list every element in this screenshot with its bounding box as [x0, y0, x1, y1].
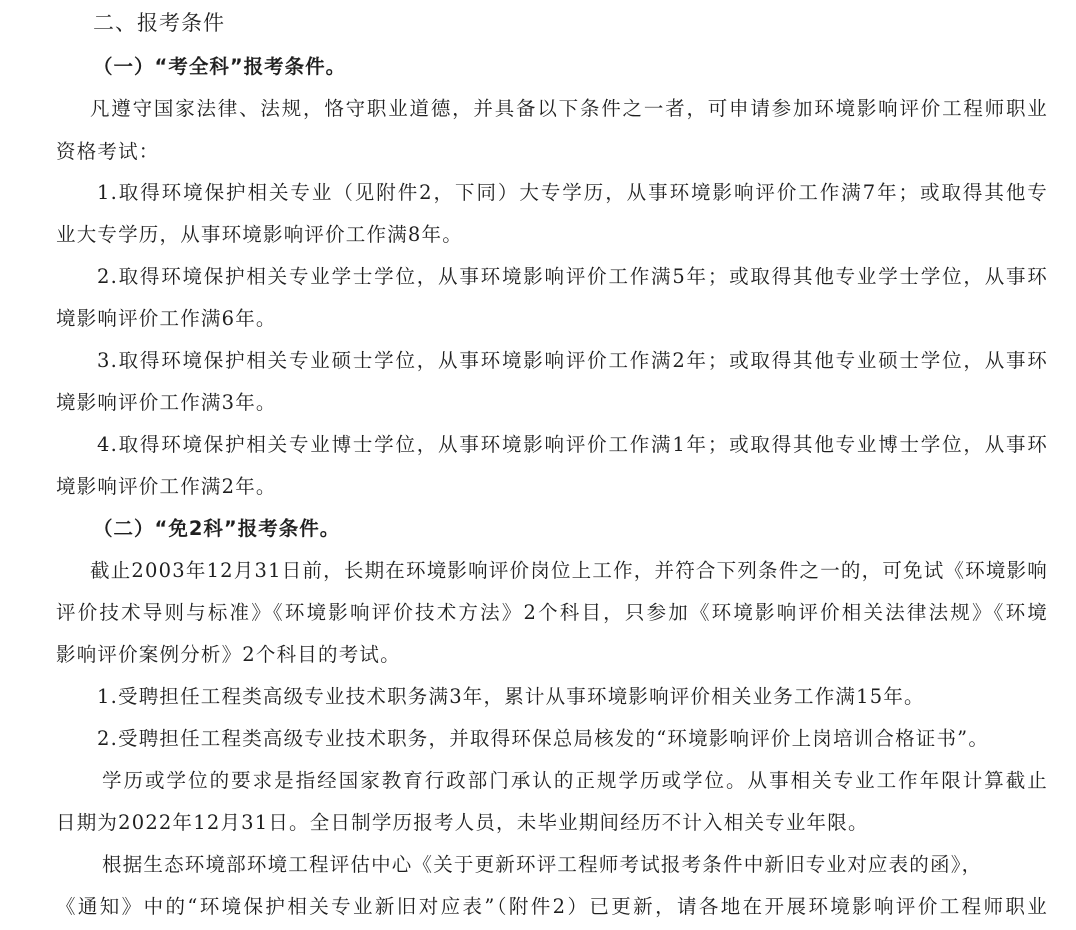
- paragraph-line: 截止2003年12月31日前，长期在环境影响评价岗位上工作，并符合下列条件之一的，可免试《环境影响: [90, 559, 1048, 582]
- list-item-line: 业大专学历，从事环境影响评价工作满8年。: [56, 223, 463, 246]
- list-item-line: 境影响评价工作满2年。: [56, 475, 277, 498]
- list-item-line: 境影响评价工作满6年。: [56, 307, 277, 330]
- list-item-line: 1.取得环境保护相关专业（见附件2，下同）大专学历，从事环境影响评价工作满7年；或取得其他专: [97, 181, 1048, 204]
- paragraph-line: 凡遵守国家法律、法规，恪守职业道德，并具备以下条件之一者，可申请参加环境影响评价工程师职业: [90, 97, 1048, 120]
- sub-heading-exempt-two: （二）“免2科”报考条件。: [93, 517, 341, 540]
- paragraph-line: 《通知》中的“环境保护相关专业新旧对应表”（附件2）已更新，请各地在开展环境影响评价工程师职业: [56, 895, 1048, 918]
- list-item-line: 4.取得环境保护相关专业博士学位，从事环境影响评价工作满1年；或取得其他专业博士学位，从事环: [97, 433, 1048, 456]
- section-heading: 二、报考条件: [93, 11, 225, 35]
- list-item-line: 2.取得环境保护相关专业学士学位，从事环境影响评价工作满5年；或取得其他专业学士学位，从事环: [97, 265, 1048, 288]
- list-item-line: 3.取得环境保护相关专业硕士学位，从事环境影响评价工作满2年；或取得其他专业硕士学位，从事环: [97, 349, 1048, 372]
- paragraph-line: 评价技术导则与标准》《环境影响评价技术方法》2个科目，只参加《环境影响评价相关法律法规》《环境: [56, 601, 1048, 624]
- paragraph-line: 根据生态环境部环境工程评估中心《关于更新环评工程师考试报考条件中新旧专业对应表的函》，: [102, 853, 983, 876]
- list-item-line: 境影响评价工作满3年。: [56, 391, 277, 414]
- paragraph-line: 资格考试：: [56, 140, 160, 163]
- sub-heading-full-subjects: （一）“考全科”报考条件。: [93, 55, 347, 78]
- paragraph-line: 学历或学位的要求是指经国家教育行政部门承认的正规学历或学位。从事相关专业工作年限计算截止: [102, 769, 1048, 792]
- paragraph-line: 日期为2022年12月31日。全日制学历报考人员，未毕业期间经历不计入相关专业年限。: [56, 811, 869, 834]
- list-item-line: 1.受聘担任工程类高级专业技术职务满3年，累计从事环境影响评价相关业务工作满15年。: [97, 685, 925, 708]
- list-item-line: 2.受聘担任工程类高级专业技术职务，并取得环保总局核发的“环境影响评价上岗培训合格证书”。: [97, 727, 990, 750]
- paragraph-line: 影响评价案例分析》2个科目的考试。: [56, 643, 401, 666]
